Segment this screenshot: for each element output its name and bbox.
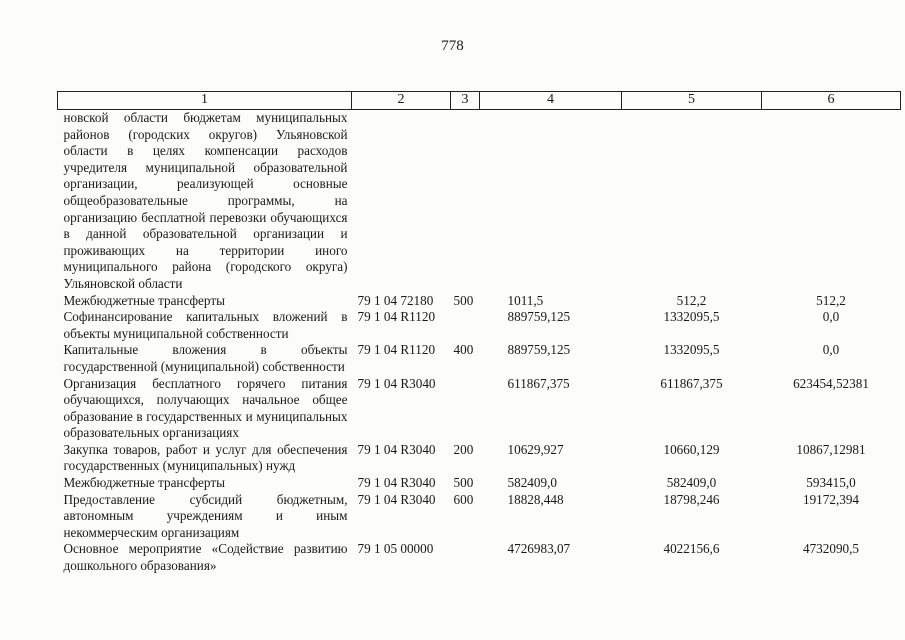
row-type-cell: [451, 110, 480, 293]
row-code-cell: 79 1 04 R1120: [357, 309, 436, 325]
column-header: 6: [762, 92, 901, 110]
row-value-year1-cell: 582409,0: [507, 475, 557, 491]
row-value-year3-cell: 4732090,5: [802, 541, 860, 557]
row-value-year3-cell: [762, 110, 901, 293]
row-code-cell: 79 1 04 72180: [357, 292, 434, 308]
row-value-year1-cell: 889759,125: [507, 342, 571, 358]
row-value-year1-cell: 18828,448: [507, 491, 564, 507]
row-value-year2-cell: [622, 110, 762, 293]
row-value-year2-cell: 1332095,5: [663, 309, 720, 325]
row-name-cell: Основное мероприятие «Содействие развитию дошкольного образования»: [63, 541, 348, 574]
row-value-year3-cell: 10867,12981: [796, 441, 866, 457]
row-name-cell: Капитальные вложения в объекты государственной (муниципальной) собственности: [63, 342, 348, 374]
row-code-cell: 79 1 04 R3040: [357, 491, 436, 507]
row-value-year1-cell: 889759,125: [507, 309, 571, 325]
row-value-year3-cell: 0,0: [822, 309, 840, 325]
row-name-cell: Организация бесплатного горячего питания обучающихся, получающих начальное общее образование в государственных и муниципальных образовательных организациях: [63, 375, 348, 441]
row-type-cell: [451, 376, 480, 442]
row-type-cell: 500: [453, 292, 474, 308]
row-name-cell: Межбюджетные трансферты: [63, 475, 225, 491]
column-header: 1: [58, 92, 352, 110]
budget-table: [57, 91, 901, 575]
row-type-cell: 600: [453, 491, 474, 507]
row-value-year2-cell: 4022156,6: [663, 541, 720, 557]
row-name-cell: Межбюджетные трансферты: [63, 292, 225, 308]
page-number: 778: [441, 38, 464, 54]
row-value-year3-cell: 623454,52381: [793, 375, 869, 391]
row-value-year2-cell: 611867,375: [660, 375, 723, 391]
row-code-cell: [352, 110, 451, 293]
row-type-cell: [451, 541, 480, 574]
column-header: 3: [451, 92, 480, 110]
table-row: [58, 492, 901, 542]
row-name-cell: новской области бюджетам муниципальных районов (городских округов) Ульяновской области в целях компенсации расходов учредителя муниципальной образовательной организации, реализующей основные общеобразовательные программы, на организацию бесплатной перевозки обучающихся в данной образовательной организации и проживающих на территории иного муниципального района (городского округа) Ульяновской области: [63, 110, 348, 291]
table-row: [58, 475, 901, 492]
row-type-cell: 400: [453, 342, 474, 358]
row-type-cell: 200: [453, 441, 474, 457]
table-row: [58, 442, 901, 475]
row-code-cell: 79 1 04 R3040: [357, 475, 436, 491]
row-name-cell: Предоставление субсидий бюджетным, автономным учреждениям и иным некоммерческим организациям: [63, 491, 348, 540]
row-value-year3-cell: 512,2: [816, 292, 846, 308]
row-type-cell: [451, 309, 480, 342]
row-code-cell: 79 1 04 R3040: [357, 441, 436, 457]
row-value-year2-cell: 18798,246: [663, 491, 720, 507]
table-row: [58, 376, 901, 442]
row-value-year3-cell: 593415,0: [806, 475, 856, 491]
row-value-year2-cell: 1332095,5: [663, 342, 720, 358]
row-value-year1-cell: 1011,5: [507, 292, 544, 308]
table-header-row: [58, 92, 901, 110]
row-code-cell: 79 1 04 R1120: [357, 342, 436, 358]
row-value-year2-cell: 10660,129: [663, 441, 720, 457]
column-header: 2: [352, 92, 451, 110]
table-row: [58, 110, 901, 293]
row-name-cell: Закупка товаров, работ и услуг для обеспечения государственных (муниципальных) нужд: [63, 441, 348, 474]
table-row: [58, 342, 901, 375]
row-value-year2-cell: 582409,0: [666, 475, 717, 491]
column-header: 4: [480, 92, 622, 110]
row-value-year3-cell: 19172,394: [802, 491, 860, 507]
row-value-year1-cell: 611867,375: [507, 375, 570, 391]
row-value-year1-cell: 4726983,07: [507, 541, 571, 557]
row-value-year1-cell: [480, 110, 622, 293]
column-header: 5: [622, 92, 762, 110]
row-value-year3-cell: 0,0: [822, 342, 840, 358]
table-row: [58, 309, 901, 342]
row-code-cell: 79 1 04 R3040: [357, 375, 436, 391]
row-value-year2-cell: 512,2: [676, 292, 707, 308]
row-name-cell: Софинансирование капитальных вложений в объекты муниципальной собственности: [63, 309, 348, 341]
row-type-cell: 500: [453, 475, 474, 491]
row-code-cell: 79 1 05 00000: [357, 541, 434, 557]
table-row: [58, 293, 901, 310]
table-body: [58, 110, 901, 575]
table-row: [58, 541, 901, 574]
row-value-year1-cell: 10629,927: [507, 441, 564, 457]
